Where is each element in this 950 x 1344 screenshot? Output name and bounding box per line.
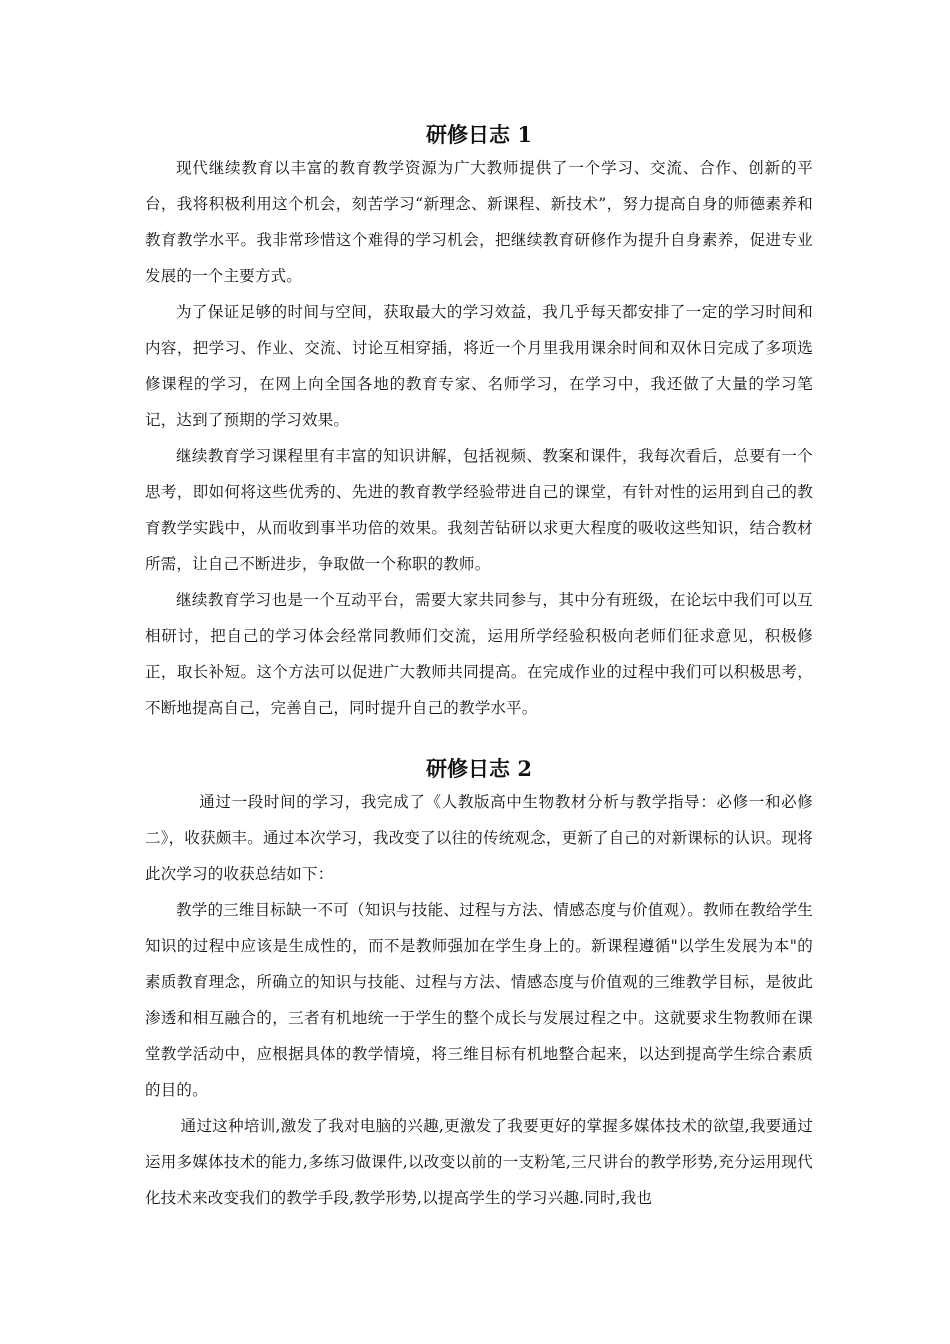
document-body (145, 120, 813, 1216)
paragraph: 为了保证足够的时间与空间，获取最大的学习效益，我几乎每天都安排了一定的学习时间和内容，把学习、作业、交流、讨论互相穿插，将近一个月里我用课余时间和双休日完成了多项选修课程的学习，在网上向全国各地的教育专家、名师学习，在学习中，我还做了大量的学习笔记，达到了预期的学习效果。 (145, 303, 813, 429)
paragraph: 继续教育学习课程里有丰富的知识讲解，包括视频、教案和课件，我每次看后，总要有一个思考，即如何将这些优秀的、先进的教育教学经验带进自己的课堂，有针对性的运用到自己的教育教学实践中，从而收到事半功倍的效果。我刻苦钻研以求更大程度的吸收这些知识，结合教材所需，让自己不断进步，争取做一个称职的教师。 (145, 447, 813, 573)
paragraph: 现代继续教育以丰富的教育教学资源为广大教师提供了一个学习、交流、合作、创新的平台，我将积极利用这个机会，刻苦学习“新理念、新课程、新技术”，努力提高自身的师德素养和教育教学水平。我非常珍惜这个难得的学习机会，把继续教育研修作为提升自身素养，促进专业发展的一个主要方式。 (145, 159, 813, 285)
paragraph: 继续教育学习也是一个互动平台，需要大家共同参与，其中分有班级，在论坛中我们可以互相研讨，把自己的学习体会经常同教师们交流，运用所学经验积极向老师们征求意见，积极修正，取长补短。这个方法可以促进广大教师共同提高。在完成作业的过程中我们可以积极思考，不断地提高自己，完善自己，同时提升自己的教学水平。 (145, 591, 813, 717)
section-title-1: 研修日志 1 (426, 122, 532, 147)
paragraph: 通过这种培训,激发了我对电脑的兴趣,更激发了我要更好的掌握多媒体技术的欲望,我要通过运用多媒体技术的能力,多练习做课件,以改变以前的一支粉笔,三尺讲台的教学形势,充分运用现代化技术来改变我们的教学手段,教学形势,以提高学生的学习兴趣.同时,我也 (145, 1117, 813, 1207)
paragraph: 通过一段时间的学习，我完成了《人教版高中生物教材分析与教学指导：必修一和必修二》，收获颇丰。通过本次学习，我改变了以往的传统观念，更新了自己的对新课标的认识。现将此次学习的收获总结如下： (145, 793, 813, 883)
paragraph: 教学的三维目标缺一不可（知识与技能、过程与方法、情感态度与价值观）。教师在教给学生知识的过程中应该是生成性的，而不是教师强加在学生身上的。新课程遵循"以学生发展为本"的素质教育理念，所确立的知识与技能、过程与方法、情感态度与价值观的三维教学目标，是彼此渗透和相互融合的，三者有机地统一于学生的整个成长与发展过程之中。这就要求生物教师在课堂教学活动中，应根据具体的教学情境，将三维目标有机地整合起来，以达到提高学生综合素质的目的。 (145, 901, 813, 1099)
section-title-2: 研修日志 2 (426, 756, 532, 781)
